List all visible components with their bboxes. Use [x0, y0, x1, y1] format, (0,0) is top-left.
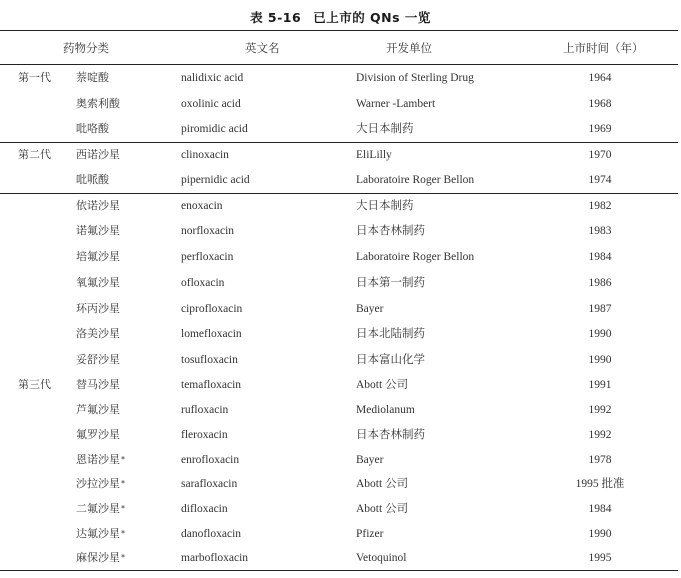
developer: Abott 公司: [356, 379, 409, 391]
developer: Abott 公司: [356, 503, 409, 515]
drug-cn-name: 培氟沙星: [76, 250, 120, 263]
developer: 日本富山化学: [356, 354, 425, 366]
veterinary-mark: *: [121, 455, 125, 464]
table-row: [0, 472, 681, 497]
header-launch-year: 上市时间（年）: [563, 41, 644, 55]
veterinary-mark: *: [121, 504, 125, 513]
table-row: [0, 448, 681, 473]
drug-cn-name-text: 沙拉沙星: [76, 477, 120, 490]
table-row: [0, 219, 681, 244]
header-developer: 开发单位: [386, 41, 432, 55]
launch-year: 1970: [588, 149, 612, 161]
developer: 日本北陆制药: [356, 328, 425, 340]
launch-year: 1986: [588, 277, 612, 289]
developer: Warner -Lambert: [356, 98, 436, 110]
drug-en-name: oxolinic acid: [181, 98, 241, 110]
drug-cn-name: [76, 527, 125, 541]
developer: Abott 公司: [356, 478, 409, 490]
drug-en-name: perfloxacin: [181, 251, 234, 263]
drug-en-name: enoxacin: [181, 200, 223, 212]
drug-cn-name: 环丙沙星: [76, 302, 120, 315]
table-title: 已上市的 QNs 一览: [313, 10, 431, 25]
launch-year: 1984: [588, 251, 612, 263]
table-row: [0, 194, 681, 219]
launch-year: 1983: [588, 225, 612, 237]
table-row: [0, 398, 681, 423]
launch-year: 1991: [588, 379, 612, 391]
launch-year: 1995: [588, 552, 612, 564]
table-row: [0, 297, 681, 322]
table-row: [0, 143, 681, 168]
drug-en-name: piromidic acid: [181, 123, 248, 135]
drug-en-name: fleroxacin: [181, 429, 228, 441]
developer: 大日本制药: [356, 123, 414, 135]
launch-year: 1992: [588, 404, 612, 416]
launch-year: 1990: [588, 328, 612, 340]
drug-cn-name-text: 麻保沙星: [76, 551, 120, 564]
launch-year: 1974: [588, 174, 612, 186]
launch-year: 1984: [588, 503, 612, 515]
drug-en-name: tosufloxacin: [181, 354, 238, 366]
drug-en-name: norfloxacin: [181, 225, 235, 237]
table-row: [0, 497, 681, 522]
header-rule: [0, 64, 678, 65]
drug-cn-name-text: 达氟沙星: [76, 527, 120, 540]
drug-en-name: ofloxacin: [181, 277, 225, 289]
veterinary-mark: *: [121, 529, 125, 538]
table-row: [0, 245, 681, 270]
table-row: [0, 271, 681, 296]
drug-cn-name: 诺氟沙星: [76, 224, 120, 237]
drug-cn-name: 吡咯酸: [76, 122, 109, 135]
drug-cn-name: 洛美沙星: [76, 327, 120, 340]
drug-cn-name: [76, 551, 125, 565]
table-number: 表 5-16: [250, 10, 302, 25]
drug-en-name: danofloxacin: [181, 528, 242, 540]
table-row: [0, 168, 681, 193]
launch-year: 1992: [588, 429, 612, 441]
drug-cn-name: [76, 477, 125, 491]
launch-year: 1995 批准: [575, 478, 625, 490]
developer: 日本杏林制药: [356, 429, 425, 441]
drug-cn-name: 萘啶酸: [76, 71, 109, 84]
drug-cn-name: 芦氟沙星: [76, 403, 120, 416]
developer: Bayer: [356, 303, 384, 315]
veterinary-mark: *: [121, 479, 125, 488]
launch-year: 1978: [588, 454, 612, 466]
launch-year: 1982: [588, 200, 612, 212]
drug-en-name: sarafloxacin: [181, 478, 238, 490]
developer: 日本第一制药: [356, 277, 425, 289]
drug-en-name: lomefloxacin: [181, 328, 242, 340]
table-row: [0, 522, 681, 547]
developer: 日本杏林制药: [356, 225, 425, 237]
drug-cn-name-text: 恩诺沙星: [76, 453, 120, 466]
drug-cn-name: 西诺沙星: [76, 148, 120, 161]
developer: Mediolanum: [356, 404, 415, 416]
drug-cn-name: [76, 502, 125, 516]
drug-cn-name: 替马沙星: [76, 378, 120, 391]
drug-en-name: pipernidic acid: [181, 174, 250, 186]
table-row: [0, 423, 681, 448]
drug-en-name: nalidixic acid: [181, 72, 244, 84]
table-row: [0, 348, 681, 373]
table-caption: [0, 8, 681, 26]
top-rule: [0, 30, 678, 31]
table-row: [0, 373, 681, 398]
developer: Division of Sterling Drug: [356, 72, 474, 84]
table-row: [0, 92, 681, 117]
table-row: [0, 322, 681, 347]
launch-year: 1987: [588, 303, 612, 315]
generation-label: 第二代: [18, 148, 51, 161]
header-category: 药物分类: [63, 41, 109, 55]
launch-year: 1990: [588, 528, 612, 540]
developer: Laboratoire Roger Bellon: [356, 251, 475, 263]
launch-year: 1964: [588, 72, 612, 84]
drug-en-name: difloxacin: [181, 503, 228, 515]
drug-cn-name: 依诺沙星: [76, 199, 120, 212]
launch-year: 1968: [588, 98, 612, 110]
drug-cn-name: 氟罗沙星: [76, 428, 120, 441]
table-row: [0, 117, 681, 142]
developer: Pfizer: [356, 528, 384, 540]
table-row: [0, 546, 681, 571]
drug-en-name: rufloxacin: [181, 404, 229, 416]
drug-en-name: marbofloxacin: [181, 552, 249, 564]
drug-cn-name: 妥舒沙星: [76, 353, 120, 366]
developer: Vetoquinol: [356, 552, 407, 564]
veterinary-mark: *: [121, 553, 125, 562]
drug-en-name: temafloxacin: [181, 379, 242, 391]
drug-cn-name-text: 二氟沙星: [76, 502, 120, 515]
drug-cn-name: 吡哌酸: [76, 173, 109, 186]
bottom-rule: [0, 570, 678, 571]
generation-label: 第三代: [18, 378, 51, 391]
header-english-name: 英文名: [245, 41, 280, 55]
developer: 大日本制药: [356, 200, 414, 212]
drug-en-name: clinoxacin: [181, 149, 229, 161]
drug-cn-name: 氧氟沙星: [76, 276, 120, 289]
table-row: [0, 66, 681, 91]
drug-cn-name: [76, 453, 125, 467]
drug-en-name: enrofloxacin: [181, 454, 240, 466]
launch-year: 1990: [588, 354, 612, 366]
developer: Laboratoire Roger Bellon: [356, 174, 475, 186]
launch-year: 1969: [588, 123, 612, 135]
generation-label: 第一代: [18, 71, 51, 84]
developer: Bayer: [356, 454, 384, 466]
drug-cn-name: 奥索利酸: [76, 97, 120, 110]
developer: EliLilly: [356, 149, 392, 161]
drug-en-name: ciprofloxacin: [181, 303, 243, 315]
